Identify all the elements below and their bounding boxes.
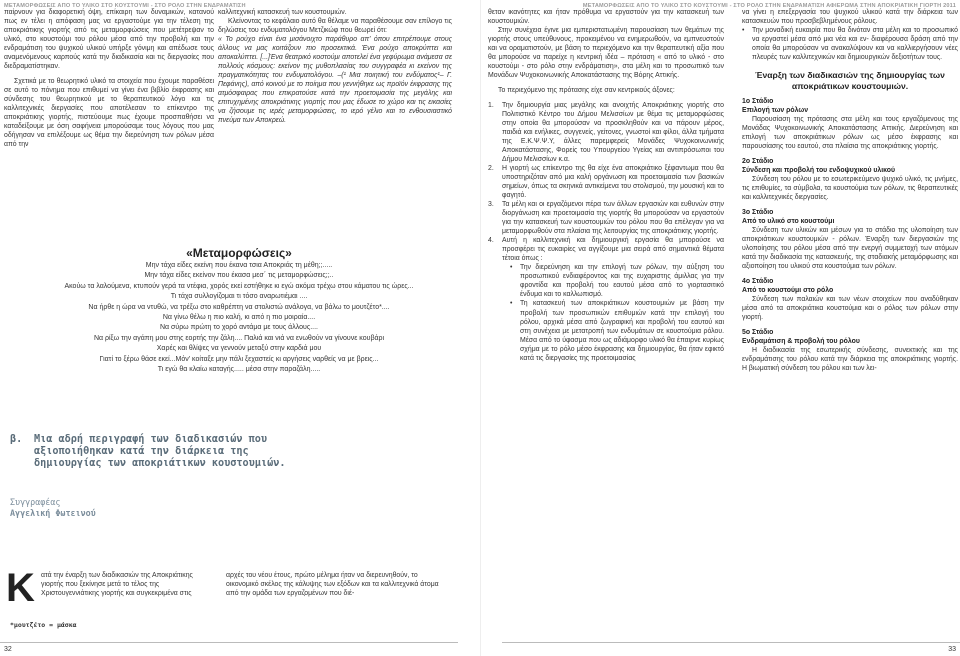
stage-subtitle: Από το κουστούμι στο ρόλο	[742, 287, 834, 295]
poem-line: Ακούω τα λαλούμενα, κτυπούν γερά τα ντέφια, χορός εκεί εστήθηκε κι εγώ ακόμα τρέχω στου κάματου τις ώρες...	[64, 282, 414, 290]
bullet-text: Τη κατασκευή των αποκριάτικων κουστουμιών με βάση την προβολή των προσωπικών επιθυμιών κατά την επιλογή του ρόλου, αρχικά μέσα από ζωγραφική και προβολή του εαυτού και στη συνέχεια με μετατροπή των ενδυμάτων σε κουστούμια ρόλου. Μέσα από το ύφασμα που ως αδιάμορφο υλικό θα έπαιρνε κυρίως σχήμα με το ρόλο μέσο έκφρασης και δημιουργίας, θα ήταν εφικτό κατά τις διεργασίες της προετοιμασίας	[520, 300, 724, 362]
stage-title: 5ο Στάδιο	[742, 329, 774, 337]
lower-paragraph-right: αρχές του νέου έτους, πρώτο μέλημα ήταν να διερευνηθούν, το οικονομικό σκέλος της κάλυψης των εξόδων και τα καλλιτεχνικά άτομα από την ομάδα των εργαζομένων που διέ-	[226, 572, 439, 598]
bullet-text: Την διερεύνηση και την επιλογή των ρόλων, την αύξηση του προσωπικού ενδιαφέροντος και της ευχαριστης άμιλλας για την φροντίδα και προβολή του εαυτού μέσα από το γιορτασιτικό ένδυμα και το καλλωπισμό.	[520, 264, 724, 299]
right-column-1	[488, 8, 724, 363]
list-text: Την δημιουργία μιας μεγάλης και ανοιχτής Αποκριάτικης γιορτής στο Πολιτιστικό Κέντρο του Δήμου Μελισσίων με θέμα τις μεταμορφώσεις στην οποία θα μπορούσαν να προσκληθούν και να πάρουν μέρος, παιδιά και ενήλικες, συγγενείς, γείτονες, γνωστοί και φίλοι, άλλα τμήματα της Ε.Κ.Ψ.Ψ.Υ, άλλες παρεμφερείς Μονάδες Ψυχοκοινωνικής Αποκατάστασης, Φορείς του Υπουργείου Υγείας και αντιπρόσωποι του Δήμου Μελισσίων κ.α.	[502, 102, 724, 164]
poem-line: Να γίνω θέλω η πιο καλή, κι από η πιο μοιραία....	[162, 314, 316, 322]
right-column-2	[742, 8, 958, 373]
left-column-1	[4, 8, 214, 149]
stage-subtitle: Σύνδεση και προβολή του ενδοψυχικού υλικού	[742, 167, 895, 175]
list-number: 1.	[488, 102, 494, 110]
page-number-right: 33	[948, 646, 956, 653]
poem-line: Τι τάχα συλλογίζομαι τι τόσο αναρωτιέμαι ....	[170, 293, 308, 301]
spread-divider	[480, 0, 481, 656]
running-header-right: ΜΕΤΑΜΟΡΦΩΣΕΙΣ ΑΠΟ ΤΟ ΥΛΙΚΟ ΣΤΟ ΚΟΥΣΤΟΥΜΙ - ΣΤΟ ΡΟΛΟ ΣΤΗΝ ΕΝΔΡΑΜΑΤΙΣΗ ΑΦΙΕΡΩΜΑ ΣΤΗΝ ΑΠΟΚΡΙΑΤΙΚΗ ΓΙΟΡΤΗ 2011	[582, 3, 956, 9]
poem-line: Γιατί το ξέρω θάσε εκεί...Μόν' κοίταξε μην πάλι ξεχαστείς κι αργήσεις ναρθείς να με βρεις...	[99, 355, 379, 363]
list-item	[488, 236, 724, 263]
poem-line: Να σύρω πρώτη το χορό αντάμα με τους άλλους....	[160, 324, 318, 332]
list-item	[488, 200, 724, 236]
poem-title: «Μεταμορφώσεις»	[186, 246, 292, 260]
left-column-2	[218, 8, 452, 125]
stage-title: 3ο Στάδιο	[742, 209, 774, 217]
stage	[742, 277, 958, 322]
list-text: Η γιορτή ως επίκεντρο της θα είχε ένα αποκριάτικο ξέφαντωμα που θα υποστηριζόταν από μια καλή οργάνωση και προετοιμασία των βασικών σημείων, όπως τα σκηνικά αντικείμενα του στολισμού, την μουσική και το φαγητό.	[502, 165, 724, 200]
poem-line: Τι εγώ θα κλαίω καταγής..... μέσα στην παραζάλη.....	[157, 366, 321, 374]
poem-line: Να ήρθε η ώρα να ντυθώ, να τρέξω στο καθρέπτη να στολιστώ ανάλογα, να βάλω το μουτζέτο*....	[88, 303, 390, 311]
paragraph: Το περιεχόμενο της πρότασης είχε σαν κεντρικούς άξονες:	[498, 87, 675, 95]
paragraph: Κλείνοντας το κεφάλαιο αυτό θα θέλαμε να παραθέσουμε σαν επίλογο τις δηλώσεις του ενδυματολόγου Μετζικώφ που θεωρεί ότι:	[218, 18, 452, 35]
stage	[742, 208, 958, 271]
stages-heading: Έναρξη των διαδικασιών της δημιουργίας των αποκριάτικων κουστουμιών.	[755, 70, 945, 91]
paragraph: παίρνουν για διαφορετική όψη, επίκαιρη των δυναμικών, κατανού πως εν τέλει η απόφαση μας να εργαστούμε για την τέλεση της αποκριάτικης γιορτής από τις μεταμορφώσεις που μετέτρεψαν το υλικό, στο κουστούμι του ρόλου μέσα από την προβολή και την ενδραμάτιση του ψυχικού υλικού υπήρξε γόνιμη και απέδωσε τους αναμενόμενους καρπούς κατά την διαδικασία και τις διεργασίες που διεδραματίστηκαν.	[4, 9, 214, 71]
paragraph: θεταν ικανότητες και ήταν πρόθυμα να εργαστούν για την κατασκευή των κουστουμιών.	[488, 9, 724, 26]
stage-text: Η διαδικασία της εσωτερικής σύνδεσης, συνεκτικής και της ενδραμάτισης του ρόλου κατά την διάρκεια της αποκριάτικης γιορτής. Η βιωματική σύνδεση του ρόλου και των λει-	[742, 347, 958, 373]
bullet-item	[742, 26, 958, 62]
list-number: 2.	[488, 165, 494, 173]
paragraph: καλλιτεχνική κατασκευή των κουστουμιών.	[218, 9, 347, 16]
bullet-icon: •	[510, 300, 513, 308]
drop-cap: Κ	[6, 566, 35, 610]
footer-rule-right	[502, 642, 960, 643]
list-text: Τα μέλη και οι εργαζόμενοι πέρα των άλλων εργασιών και ευθυνών στην διοργάνωση και προετοιμασία της γιορτής θα μπορούσαν να εργαστούν για την κατασκευή των κουστουμιών του ρόλου που θα επέλεγαν για να μεταμορφωθούν στα πλαίσια της λειτουργίας της αποκριάτικης γιορτής.	[502, 201, 724, 236]
stage-title: 1ο Στάδιο	[742, 97, 774, 105]
numbered-list	[488, 101, 724, 263]
stage	[742, 97, 958, 151]
bullet-item	[510, 299, 724, 362]
list-item	[488, 101, 724, 164]
bullet-text: Την μοναδική ευκαιρία που θα δινόταν στα μέλη και το προσωπικό να εργαστεί μέσα από μια νέα και εν- διαφέρουσα δράση από την οποία θα μπορούσαν να ανακαλύψουν και να καλλιεργήσουν νέες πλευρές των καλλιτεχνικών και δημιουργικών δεξιοτήτων τους.	[752, 27, 958, 62]
author-label: Συγγραφέας	[10, 497, 61, 507]
section-title: Μια αδρή περιγραφή των διαδικασιών που αξιοποιήθηκαν κατά την διάρκεια της δημιουργίας των αποκριάτικων κουστουμιών.	[34, 434, 286, 470]
poem-line: Μην τάχα είδες εκείνη που έκανα τσια Αποκριάς τη μέθη;;.....	[145, 262, 333, 269]
poem-line: Χαρές και θλίψες να γεννούν μεταξύ στην καρδιά μου	[156, 345, 322, 353]
bullet-icon: •	[742, 27, 745, 35]
quotation: « Το ρούχο είναι ένα μισάνοιχτο παράθυρο απ' όπου επιτρέπουμε στους άλλους να μας κοιτάζουν πιο προσεκτικά. Ένα ρούχο αποκρύπτει και αποκαλύπτει. [...]Ένα θεατρικό κοστούμι αποτελεί ένα γεφύρωμα ανάμεσα σε πολλούς κόσμους: εκείνον της μυθοπλασίας του συγγραφέα κι εκείνον της πραγματικότητας του ενδυματολόγου. –(¹ Μια ποιητική του ενδύματος¹– Γ. Πεφάνης), από κοινού με το ποίημα που γεννήθηκε ως προϊόν έκφρασης της ατμόσφαιρας που επικρατούσε κατά την προετοιμασία της μεγάλης και επιτυχημένης αποκριάτικης γιορτής που μας έδωσε το χώρο και τις εικασίες να ζήσουμε τις ιερές μεταμορφώσεις, το ιερό γέλιο και το ενθουσιαστικό πνεύμα των Αποκρεώ.	[218, 36, 452, 125]
section-number: β.	[10, 434, 23, 445]
poem-line: Μην τάχα είδες εκείνον που έκασα μεσ΄ τις μεταμορφώσεις;;..	[144, 272, 334, 280]
author-name: Αγγελική Φωτεινού	[10, 508, 96, 518]
list-number: 4.	[488, 237, 494, 245]
footnote: *μουτζέτο = μάσκα	[10, 621, 77, 629]
lower-paragraph-left: ατά την έναρξη των διαδικασιών της Αποκριάτικης γιορτής που ξεκίνησε μετά το τέλος της Χριστουγεννιάτικης γιορτής και συγκεκριμένα στις	[41, 572, 193, 598]
stage	[742, 157, 958, 202]
stage-title: 4ο Στάδιο	[742, 278, 774, 286]
stage-text: Σύνδεση των υλικών και μέσων για το στάδιο της υλοποίηση των αποκριάτικων κουστουμιών - ρόλων. Έναρξη των διεργασιών της υλοποίησης του ρόλου μέσα από την ενεργή συμμετοχή των ατόμων κατά την διαδικασία της κατασκευής, της σταδιακής μεταμόρφωσης και αξιοποίηση του υλικού στα κουστούμια των ρόλων.	[742, 227, 958, 271]
list-number: 3.	[488, 201, 494, 209]
stage-text: Σύνδεση των παλαιών και των νέων στοιχείων που αναδύθηκαν μέσα από τα αποκριάτικα κουστούμια και ο ρόλος των ρόλων στην γιορτή.	[742, 296, 958, 322]
stage-text: Παρουσίαση της πρότασης στα μέλη και τους εργαζόμενους της Μονάδας Ψυχοκοινωνικής Αποκατάστασης Αττικής. Διερεύνηση και επιλογή των αποκριάτικων ρόλων ως μέσο έκφρασης και παρουσίασης του εαυτού, στα πλαίσια της αποκριάτικης γιορτής.	[742, 115, 958, 150]
stage-text: Σύνδεση του ρόλου με το εσωτερικεύμενο ψυχικό υλικό, τις μνήμες, τις επιθυμίες, τα σύμβολα, τα κουστούμια των ρόλων, τις θεραπευτικές και καλλιτεχνικές διεργασίες.	[742, 176, 958, 202]
stage-subtitle: Επιλογή των ρόλων	[742, 106, 809, 114]
stage-subtitle: Από το υλικό στο κουστούμι	[742, 218, 835, 226]
poem	[10, 246, 468, 375]
footer-rule-left	[0, 642, 458, 643]
page-number-left: 32	[4, 646, 12, 653]
stage-subtitle: Ενδραμάτιση & προβολή του ρόλου	[742, 338, 860, 346]
bullet-icon: •	[510, 264, 513, 272]
stage-title: 2ο Στάδιο	[742, 158, 774, 165]
paragraph: Σχετικά με το θεωρητικό υλικό τα στοιχεία που έχουμε παραθέσει σε αυτό το πόνημα που επιθυμεί να γίνει ένα βιβλίο έκφρασης και σύνδεσης του θεωρητικού με το θεραπευτικού λόγο και τις καλλιτεχνικές διεργασίες που αποτέλεσαν το επίκεντρο της αποκριάτικης γιορτής, πιστεύουμε πως έχουμε προσπαθήσει να καταδείξουμε με όση σαφήνεια μπορούσαμε τους λόγους που μας οδήγησαν να επιλέξουμε ως θέμα την διερεύνηση των ρόλων μέσα από την	[4, 78, 214, 149]
list-text: Αυτή η καλλιτεχνική και δημιουργική εργασία θα μπορούσε να προσφέρει τις ευκαιρίες να αγγίξουμε μια σειρά από σημαντικά θέματα τέτοια όπως :	[502, 237, 724, 263]
paragraph: Στην συνέχεια έγινε μια εμπεριστατωμένη παρουσίαση των θεμάτων της γιορτής στους υπεύθυνους, προκειμένου να ενημερωθούν, να εμπνευστούν και να οραματιστούν, με βάση το περιεχόμενο και την θεραπευτική αξία που θα μπορούσε να παρείχε η κεντρική ιδέα – πρόταση « από το υλικό - στο κουστούμι - στο ρόλο στην ενδράματιση», στα μέλη και το προσωπικό των Μονάδων Ψυχοκοινωνικής Αποκατάστασης της Βόρης Αττικής.	[488, 27, 724, 80]
stage	[742, 328, 958, 373]
poem-line: Να ρίξω την αγάπη μου στης εορτής την ζάλη.... Παλιά και νιά να ενωθούν να γίνουνε κουβάρι	[93, 334, 385, 342]
bullet-item	[510, 263, 724, 299]
paragraph: να γίνει η επεξεργασία του ψυχικού υλικού κατά την διάρκεια των κατασκευών που προσβεβλημένους ρόλους.	[742, 9, 958, 26]
running-header-left: ΜΕΤΑΜΟΡΦΩΣΕΙΣ ΑΠΟ ΤΟ ΥΛΙΚΟ ΣΤΟ ΚΟΥΣΤΟΥΜΙ - ΣΤΟ ΡΟΛΟ ΣΤΗΝ ΕΝΔΡΑΜΑΤΙΣΗ	[4, 3, 246, 9]
section-heading	[10, 434, 300, 471]
list-item	[488, 164, 724, 200]
